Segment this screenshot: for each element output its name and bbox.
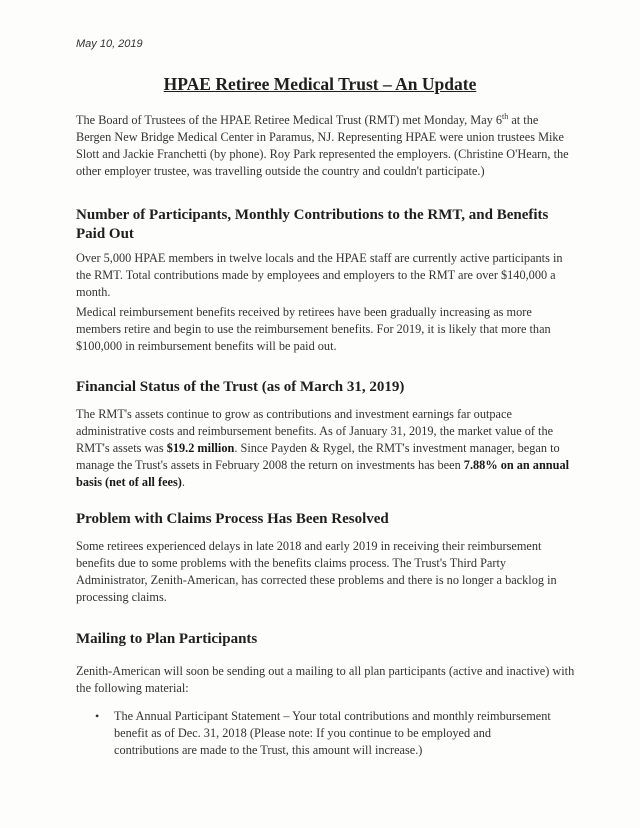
financial-heading: Financial Status of the Trust (as of March 31, 2019) — [76, 379, 405, 395]
intro-paragraph — [76, 112, 576, 180]
intro-text-2: at the Bergen New Bridge Medical Center in Paramus, NJ. Representing HPAE were union trustees Mike Slott and Jackie Franchetti (by phone). Roy Park represented the employers. (Christine O'Hearn, the other employer trustee, was travelling outside the country and couldn't participate.) — [76, 113, 569, 178]
intro-superscript: th — [502, 111, 509, 121]
financial-text-3: . — [181, 475, 185, 489]
participants-paragraph-2: Medical reimbursement benefits received by retirees have been gradually increasing as more members retire and begin to use the reimbursement benefits. For 2019, it is likely that more than $100,000 in reimbursement benefits will be paid out. — [76, 305, 551, 353]
bullet-icon: • — [95, 709, 100, 723]
participants-heading: Number of Participants, Monthly Contributions to the RMT, and Benefits Paid Out — [76, 207, 549, 242]
financial-paragraph — [76, 406, 576, 491]
financial-text-2: . Since Payden & Rygel, the RMT's investment manager, began to manage the Trust's assets in February 2008 the return on investments has been — [76, 441, 560, 472]
financial-assets-value: $19.2 million — [166, 441, 235, 455]
financial-return-value: 7.88% on an annual basis (net of all fees) — [76, 458, 570, 489]
financial-text-1: The RMT's assets continue to grow as contributions and investment earnings far outpace administrative costs and reimbursement benefits. As of January 31, 2019, the market value of the RMT's assets was — [76, 407, 554, 455]
mailing-heading: Mailing to Plan Participants — [76, 631, 258, 647]
mailing-bullet-1: The Annual Participant Statement – Your total contributions and monthly reimbursement benefit as of Dec. 31, 2018 (Please note: If you continue to be employed and contributions are made to the Trust, this amount will increase.) — [114, 709, 551, 757]
document-date: May 10, 2019 — [76, 38, 143, 50]
participants-paragraph-1: Over 5,000 HPAE members in twelve locals and the HPAE staff are currently active participants in the RMT. Total contributions made by employees and employers to the RMT are over $140,000 a month. — [76, 251, 563, 299]
intro-text-1: The Board of Trustees of the HPAE Retiree Medical Trust (RMT) met Monday, May 6 — [76, 113, 503, 127]
claims-paragraph: Some retirees experienced delays in late 2018 and early 2019 in receiving their reimbursement benefits due to some problems with the benefits claims process. The Trust's Third Party Administrator, Zenith-American, has corrected these problems and there is no longer a backlog in processing claims. — [76, 539, 557, 604]
claims-heading: Problem with Claims Process Has Been Resolved — [76, 511, 389, 527]
mailing-paragraph: Zenith-American will soon be sending out a mailing to all plan participants (active and inactive) with the following material: — [76, 664, 575, 695]
document-title: HPAE Retiree Medical Trust – An Update — [163, 74, 477, 94]
